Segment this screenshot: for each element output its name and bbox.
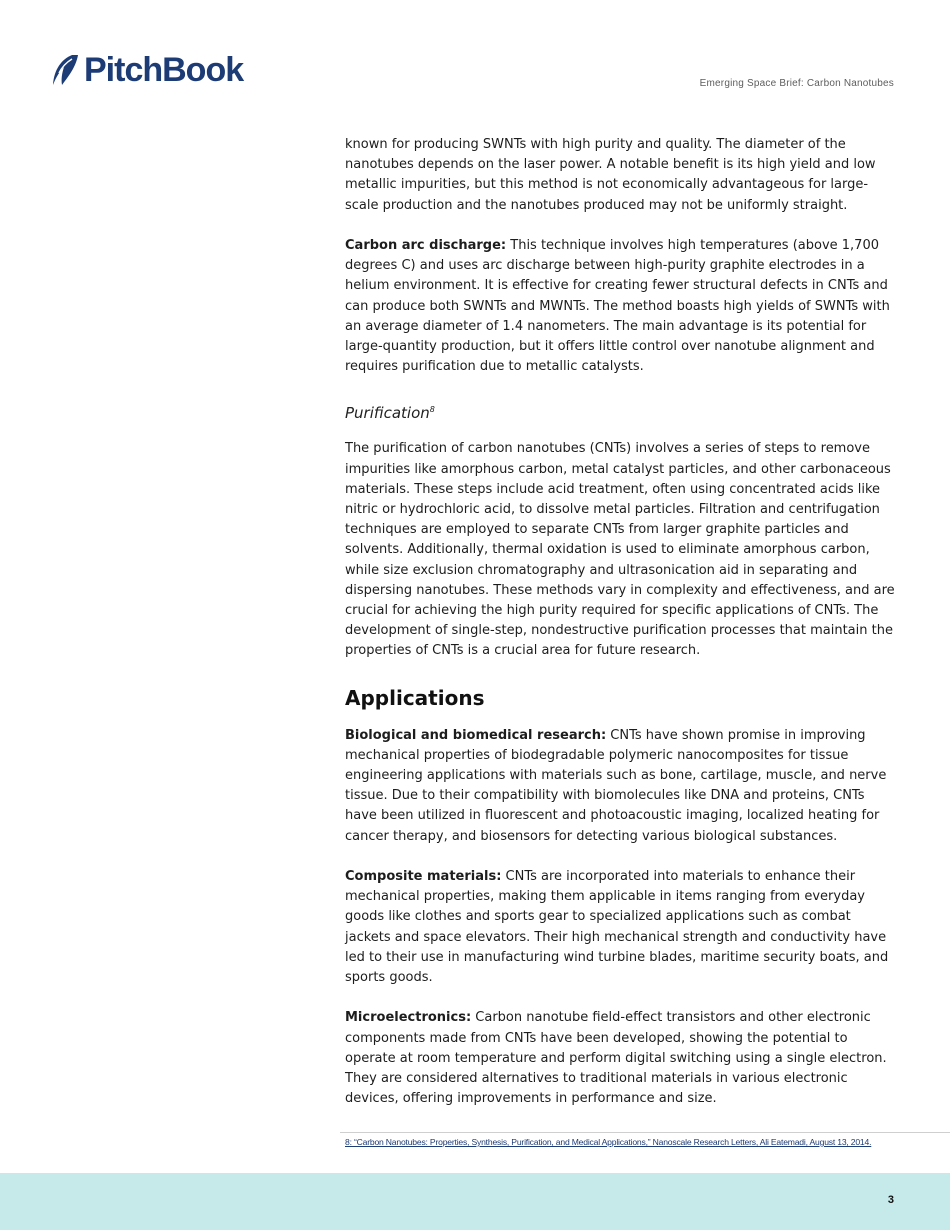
paragraph-microelectronics xyxy=(345,1008,900,1109)
purification-heading-text: Purification xyxy=(345,404,430,423)
text-microelectronics: Carbon nanotube field-effect transistors and other electronic components made from CNTs have been developed, showing the potential to operate at room temperature and perform digital switching using a single electron. They are considered alternatives to traditional materials in various electronic devices, offering improvements in performance and size. xyxy=(345,1010,887,1107)
footnote-8-link[interactable]: 8: “Carbon Nanotubes: Properties, Synthesis, Purification, and Medical Applications,” Nanoscale Research Letters, Ali Eatemadi, August 13, 2014. xyxy=(345,1137,872,1147)
term-composite-materials: Composite materials: xyxy=(345,869,502,885)
term-biological-research: Biological and biomedical research: xyxy=(345,727,607,743)
paragraph-laser-ablation: known for producing SWNTs with high purity and quality. The diameter of the nanotubes depends on the laser power. A notable benefit is its high yield and low metallic impurities, but this method is not economically advantageous for large-scale production and the nanotubes produced may not be uniformly straight. xyxy=(345,137,876,213)
pitchbook-leaf-icon xyxy=(50,53,80,87)
paragraph-purification: The purification of carbon nanotubes (CNTs) involves a series of steps to remove impurities like amorphous carbon, metal catalyst particles, and other carbonaceous materials. These steps include acid treatment, often using concentrated acids like nitric or hydrochloric acid, to dissolve metal particles. Filtration and centrifugation techniques are employed to separate CNTs from larger graphite particles and solvents. Additionally, thermal oxidation is used to eliminate amorphous carbon, while size exclusion chromatography and ultrasonication aid in separating and dispersing nanotubes. These methods vary in complexity and effectiveness, and are crucial for achieving the high purity required for specific applications of CNTs. The development of single-step, nondestructive purification processes that maintain the properties of CNTs is a crucial area for future research. xyxy=(345,441,895,659)
main-content xyxy=(345,135,900,1109)
section-heading-applications: Applications xyxy=(345,685,485,710)
page-number: 3 xyxy=(887,1194,894,1206)
pitchbook-logo xyxy=(50,50,243,90)
logo-wordmark: PitchBook xyxy=(84,51,244,89)
paragraph-carbon-arc xyxy=(345,236,900,377)
section-heading-purification xyxy=(345,399,900,424)
paragraph-composite xyxy=(345,867,900,988)
paragraph-biological xyxy=(345,726,900,847)
term-carbon-arc-discharge: Carbon arc discharge: xyxy=(345,238,507,253)
term-microelectronics: Microelectronics: xyxy=(345,1010,472,1026)
page-footer xyxy=(0,1173,950,1230)
document-title: Emerging Space Brief: Carbon Nanotubes xyxy=(699,78,894,89)
text-biological-research: CNTs have shown promise in improving mechanical properties of biodegradable polymeric nanocomposites for tissue engineering applications with materials such as bone, cartilage, muscle, and nerve tissue. Due to their compatibility with biomolecules like DNA and proteins, CNTs have been utilized in fluorescent and photoacoustic imaging, localized heating for cancer therapy, and biosensors for detecting various biological substances. xyxy=(345,727,887,844)
text-composite-materials: CNTs are incorporated into materials to enhance their mechanical properties, making them applicable in items ranging from everyday goods like clothes and sports gear to specialized applications such as combat jackets and space elevators. Their high mechanical strength and conductivity have led to their use in manufacturing wind turbine blades, maritime security boats, and sports goods. xyxy=(345,869,889,986)
footnote-divider xyxy=(340,1132,950,1133)
text-carbon-arc-discharge: This technique involves high temperatures (above 1,700 degrees C) and uses arc discharge between high-purity graphite electrodes in a helium environment. It is effective for creating fewer structural defects in CNTs and can produce both SWNTs and MWNTs. The method boasts high yields of SWNTs with an average diameter of 1.4 nanometers. The main advantage is its potential for large-quantity production, but it offers little control over nanotube alignment and requires purification due to metallic catalysts. xyxy=(345,238,890,375)
footnote-ref-8: 8 xyxy=(429,405,435,415)
